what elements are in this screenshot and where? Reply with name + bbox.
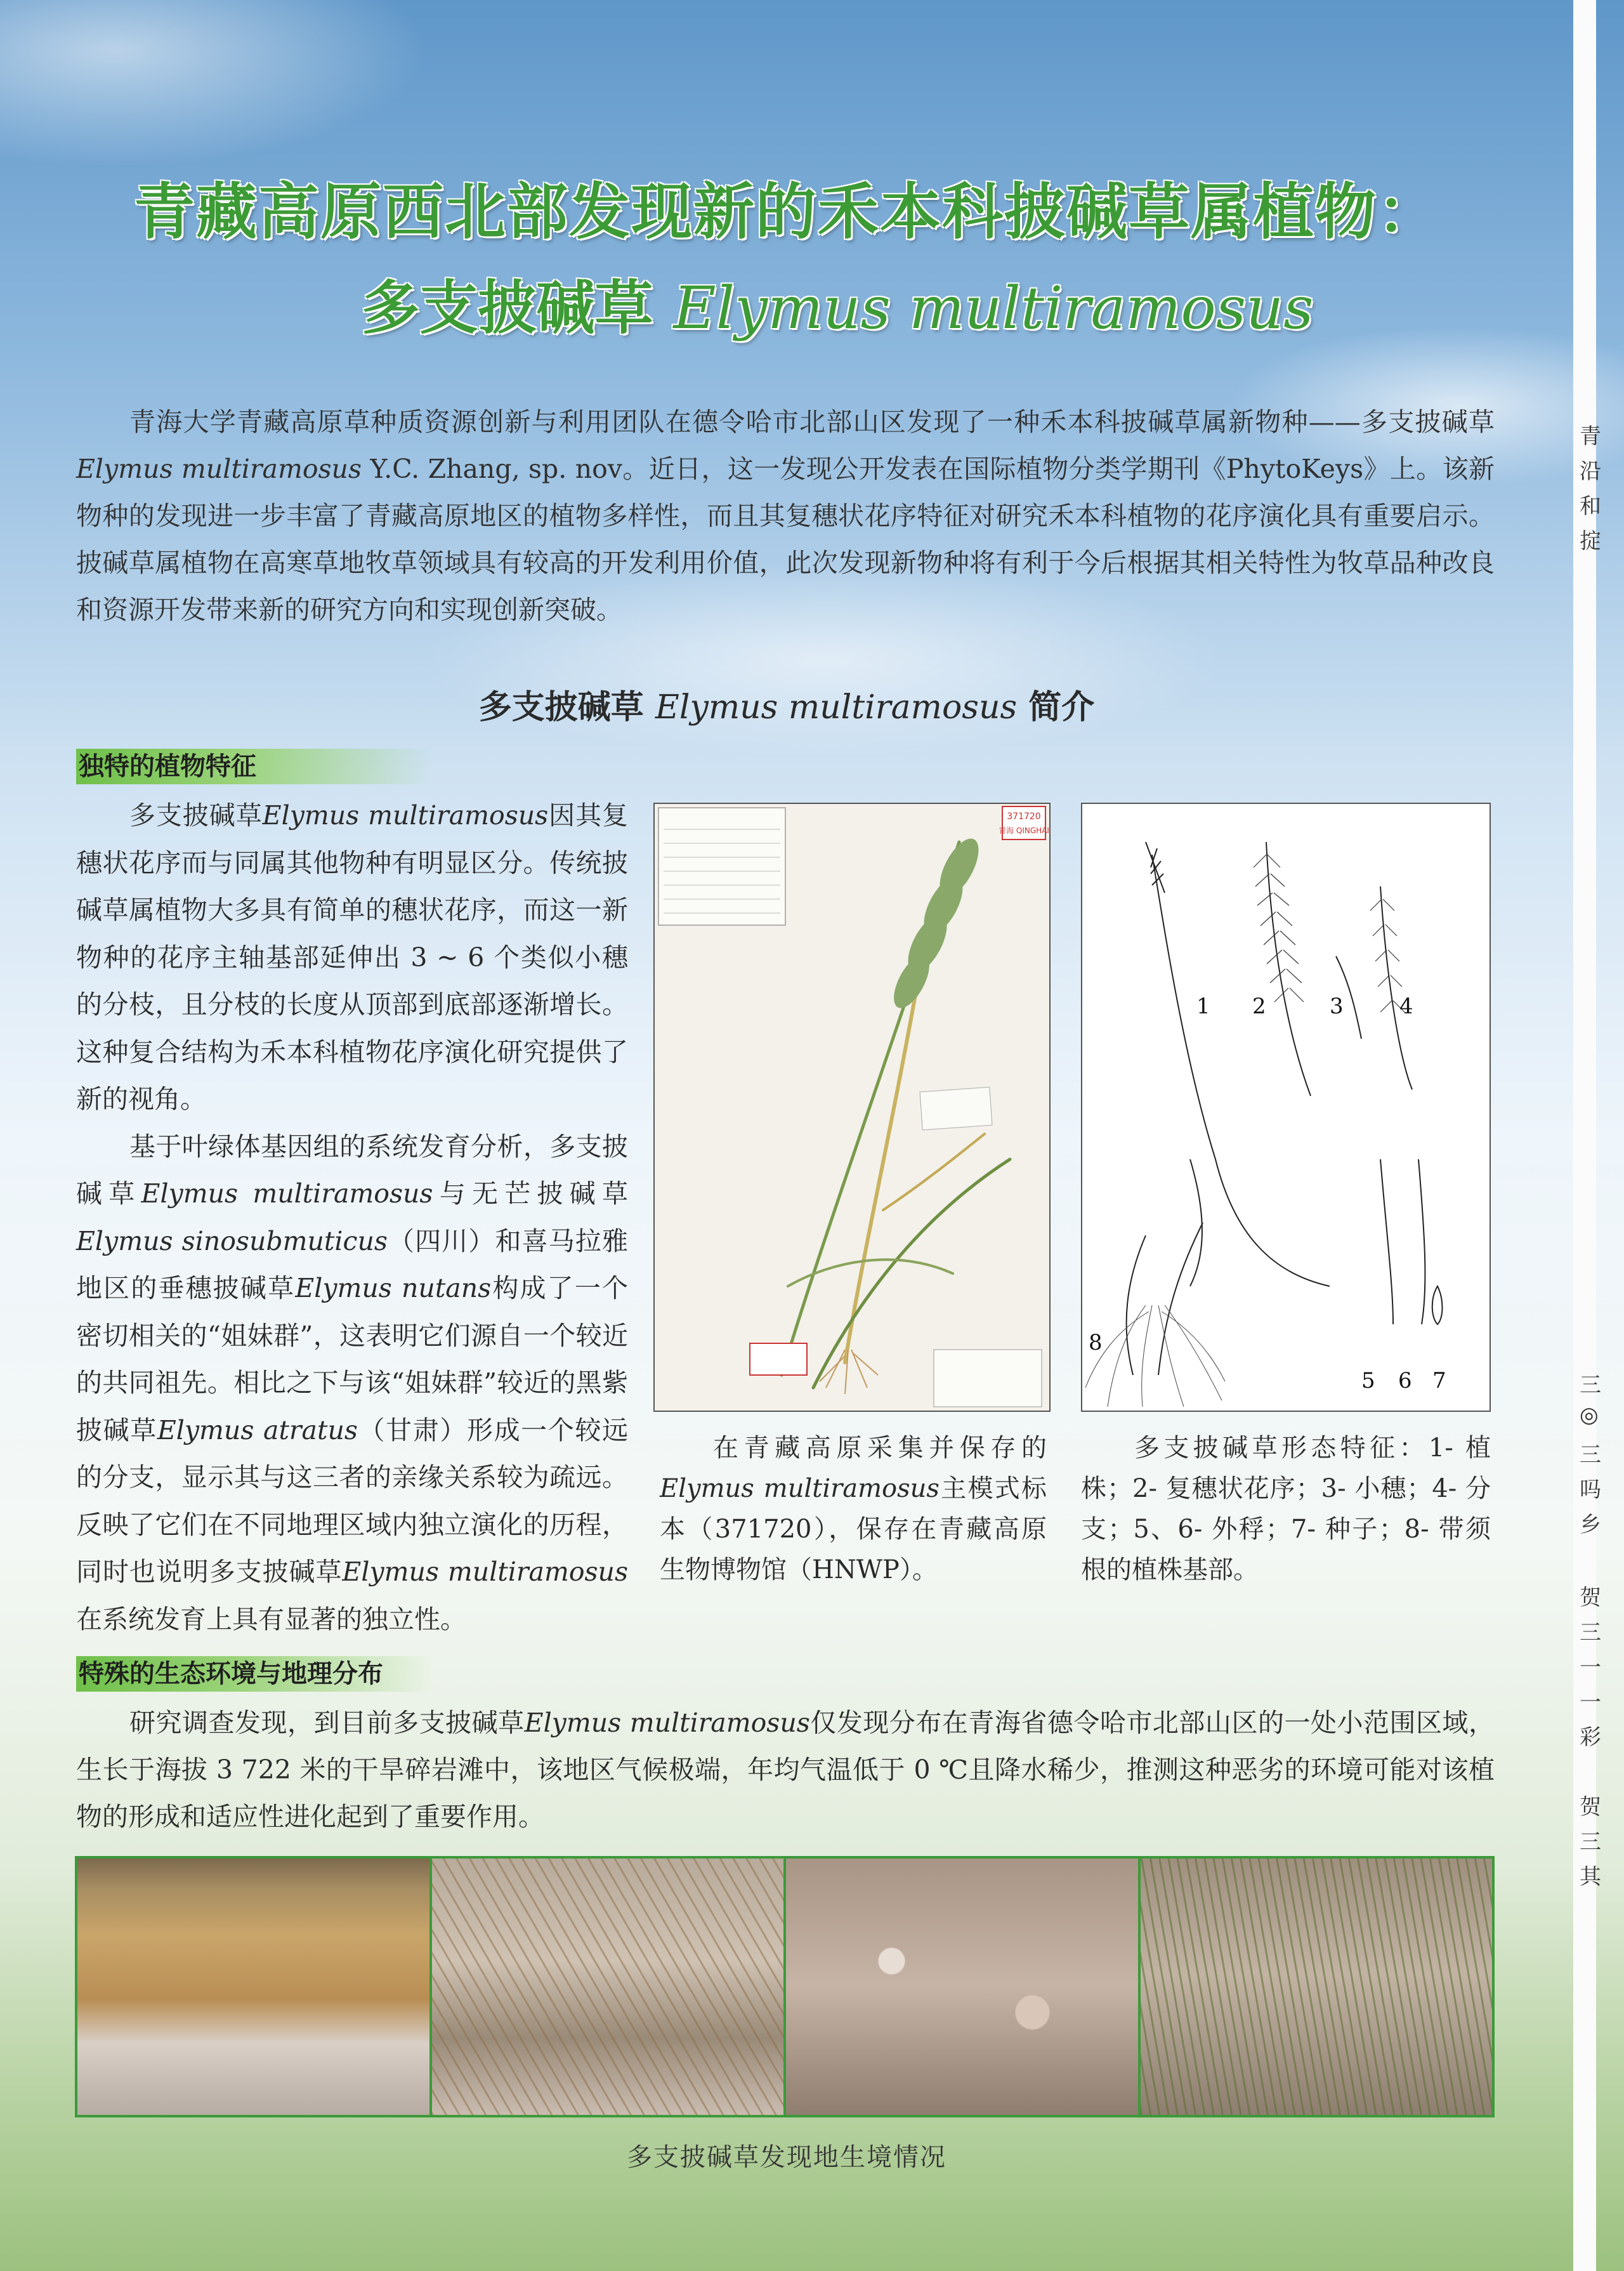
adjacent-page-char: 三 xyxy=(1580,1372,1601,1398)
habitat-caption: 多支披碱草发现地生境情况 xyxy=(627,2143,946,2172)
adjacent-page-char: 三 xyxy=(1580,1829,1601,1855)
section-label-plant-features: 独特的植物特征 xyxy=(76,749,434,784)
adjacent-page-char: 和 xyxy=(1580,494,1601,519)
plant-features-text xyxy=(76,792,628,1643)
adjacent-page-char: ◎ xyxy=(1580,1402,1599,1428)
adjacent-page-char: 一 xyxy=(1580,1655,1601,1680)
figure-label-5: 5 xyxy=(1361,1368,1375,1393)
figure-label-6: 6 xyxy=(1398,1368,1412,1393)
figure-label-8: 8 xyxy=(1089,1330,1103,1355)
adjacent-page-char: 掟 xyxy=(1580,529,1601,554)
stamp-number: 371720 xyxy=(1007,812,1041,822)
adjacent-page-char: 沿 xyxy=(1580,459,1601,484)
adjacent-page-char: 三 xyxy=(1580,1620,1601,1645)
ecology-paragraph: 研究调查发现，到目前多支披碱草Elymus multiramosus仅发现分布在青海省德令哈市北部山区的一处小范围区域，生长于海拔 3 722 米的干旱碎岩滩中，该地区气候极端，年均气温低于 0 ℃且降水稀少，推测这种恶劣的环境可能对该植物的形成和适应性进化起到了重要作用。 xyxy=(76,1708,1495,1832)
habitat-photo xyxy=(77,1859,429,2115)
section-heading: 多支披碱草 Elymus multiramosus 简介 xyxy=(478,688,1095,727)
habitat-photo xyxy=(1141,1859,1493,2115)
figure1-caption: 在青藏高原采集并保存的Elymus multiramosus主模式标本（371720），保存在青藏高原生物博物馆（HNWP）。 xyxy=(660,1433,1047,1584)
adjacent-page-char: 贺 xyxy=(1580,1794,1601,1820)
page-title-line2 xyxy=(51,261,1624,345)
adjacent-page-char: 吗 xyxy=(1580,1477,1601,1503)
habitat-photo xyxy=(432,1859,784,2115)
adjacent-page-char: 一 xyxy=(1580,1690,1601,1715)
paragraph: 多支披碱草Elymus multiramosus因其复穗状花序而与同属其他物种有明显区分。传统披碱草属植物大多具有简单的穗状花序，而这一新物种的花序主轴基部延伸出 3 ~ 6 个类似小穗的分枝，且分枝的长度从顶部到底部逐渐增长。这种复合结构为禾本科植物花序演化研究提供了新的视角。 xyxy=(76,800,629,1114)
adjacent-page-char: 青 xyxy=(1580,424,1601,449)
specimen-illustration xyxy=(655,804,1049,1411)
stamp-text: 青海 QINGHAI xyxy=(999,826,1049,835)
adjacent-page-char: 乡 xyxy=(1580,1512,1601,1537)
adjacent-page-char: 其 xyxy=(1580,1864,1601,1890)
morphology-illustration xyxy=(1082,804,1490,1411)
paragraph: 基于叶绿体基因组的系统发育分析，多支披碱草Elymus multiramosus与无芒披碱草Elymus sinosubmuticus（四川）和喜马拉雅地区的垂穗披碱草Elymus nutans构成了一个密切相关的“姐妹群”，这表明它们源自一个较近的共同祖先。相比之下与该“姐妹群”较近的黑紫披碱草Elymus atratus（甘肃）形成一个较远的分支，显示其与这三者的亲缘关系较为疏远。反映了它们在不同地理区域内独立演化的历程，同时也说明多支披碱草Elymus multiramosus在系统发育上具有显著的独立性。 xyxy=(76,1131,629,1635)
figure2-caption: 多支披碱草形态特征：1- 植株；2- 复穗状花序；3- 小穗；4- 分支；5、6- 外稃；7- 种子；8- 带须根的植株基部。 xyxy=(1081,1433,1491,1584)
habitat-photo xyxy=(786,1859,1138,2115)
title-cn: 多支披碱草 xyxy=(361,273,653,342)
habitat-photo-strip xyxy=(75,1856,1495,2117)
figure-label-7: 7 xyxy=(1432,1368,1446,1393)
page-title-line1: 青藏高原西北部发现新的禾本科披碱草属植物： xyxy=(134,176,1439,247)
intro-paragraph: 青海大学青藏高原草种质资源创新与利用团队在德令哈市北部山区发现了一种禾本科披碱草属新物种——多支披碱草Elymus multiramosus Y.C. Zhang, sp. nov。近日，这一发现公开发表在国际植物分类学期刊《PhytoKeys》上。该新物种的发现进一步丰富了青藏高原地区的植物多样性，而且其复穗状花序特征对研究禾本科植物的花序演化具有重要启示。披碱草属植物在高寒草地牧草领域具有较高的开发利用价值，此次发现新物种将有利于今后根据其相关特性为牧草品种改良和资源开发带来新的研究方向和实现创新突破。 xyxy=(76,407,1495,625)
adjacent-page-char: 贺 xyxy=(1580,1585,1601,1610)
adjacent-page-char: 彩 xyxy=(1580,1725,1601,1750)
morphology-drawing xyxy=(1081,803,1491,1412)
figure-label-3: 3 xyxy=(1330,994,1344,1019)
adjacent-page-char: 三 xyxy=(1580,1442,1601,1468)
figure-label-1: 1 xyxy=(1196,994,1210,1019)
herbarium-specimen-image xyxy=(653,803,1051,1412)
adjacent-page-edge xyxy=(1573,0,1596,2271)
figure-label-2: 2 xyxy=(1252,994,1266,1019)
title-latin: Elymus multiramosus xyxy=(673,274,1314,342)
figure-label-4: 4 xyxy=(1399,994,1413,1019)
section-label-ecology: 特殊的生态环境与地理分布 xyxy=(76,1656,434,1692)
